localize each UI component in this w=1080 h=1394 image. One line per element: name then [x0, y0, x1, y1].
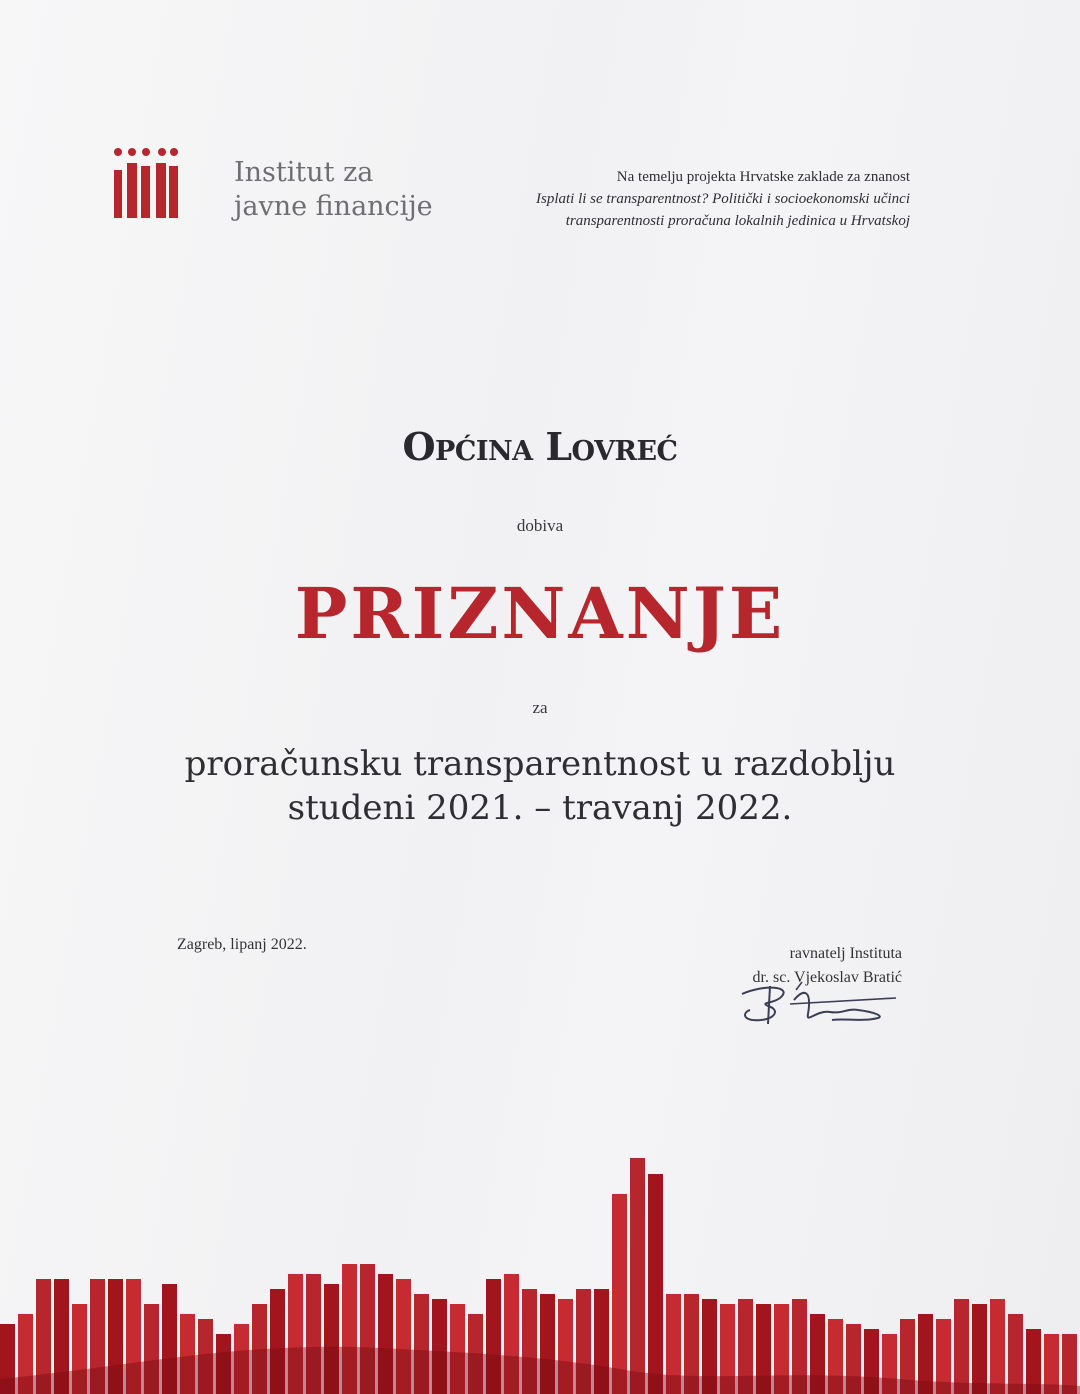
institute-name-line2: javne financije — [234, 191, 433, 222]
project-note-line1: Na temelju projekta Hrvatske zaklade za znanost — [616, 169, 910, 185]
award-reason — [0, 742, 1080, 830]
institute-name — [234, 156, 433, 224]
receives-word: dobiva — [516, 516, 564, 535]
skyline-bar — [630, 1158, 645, 1394]
handwritten-signature-icon — [734, 980, 904, 1030]
skyline-bar — [972, 1304, 987, 1394]
red-bar-skyline-icon — [0, 1154, 1080, 1394]
skyline-bar — [990, 1299, 1005, 1394]
signatory-name: dr. sc. Vjekoslav Bratić — [752, 969, 902, 986]
award-reason-line1: proračunsku transparentnost u razdoblju — [184, 744, 896, 784]
award-reason-line2: studeni 2021. – travanj 2022. — [287, 788, 793, 828]
skyline-bar — [612, 1194, 627, 1394]
institute-logo-icon — [112, 146, 178, 218]
institute-name-line1: Institut za — [234, 157, 374, 188]
award-title: PRIZNANJE — [294, 572, 786, 655]
skyline-bar — [648, 1174, 663, 1394]
place-date: Zagreb, lipanj 2022. — [177, 936, 307, 953]
project-note-line3: transparentnosti proračuna lokalnih jedinica u Hrvatskoj — [565, 213, 910, 229]
for-word: za — [532, 698, 548, 717]
recipient-name: Općina Lovreć — [402, 424, 678, 469]
signatory-role: ravnatelj Instituta — [789, 945, 902, 962]
project-note-line2: Isplati li se transparentnost? Politički i socioekonomski učinci — [536, 191, 910, 207]
skyline-bar — [954, 1299, 969, 1394]
project-note — [490, 166, 910, 232]
skyline-bar — [1008, 1314, 1023, 1394]
